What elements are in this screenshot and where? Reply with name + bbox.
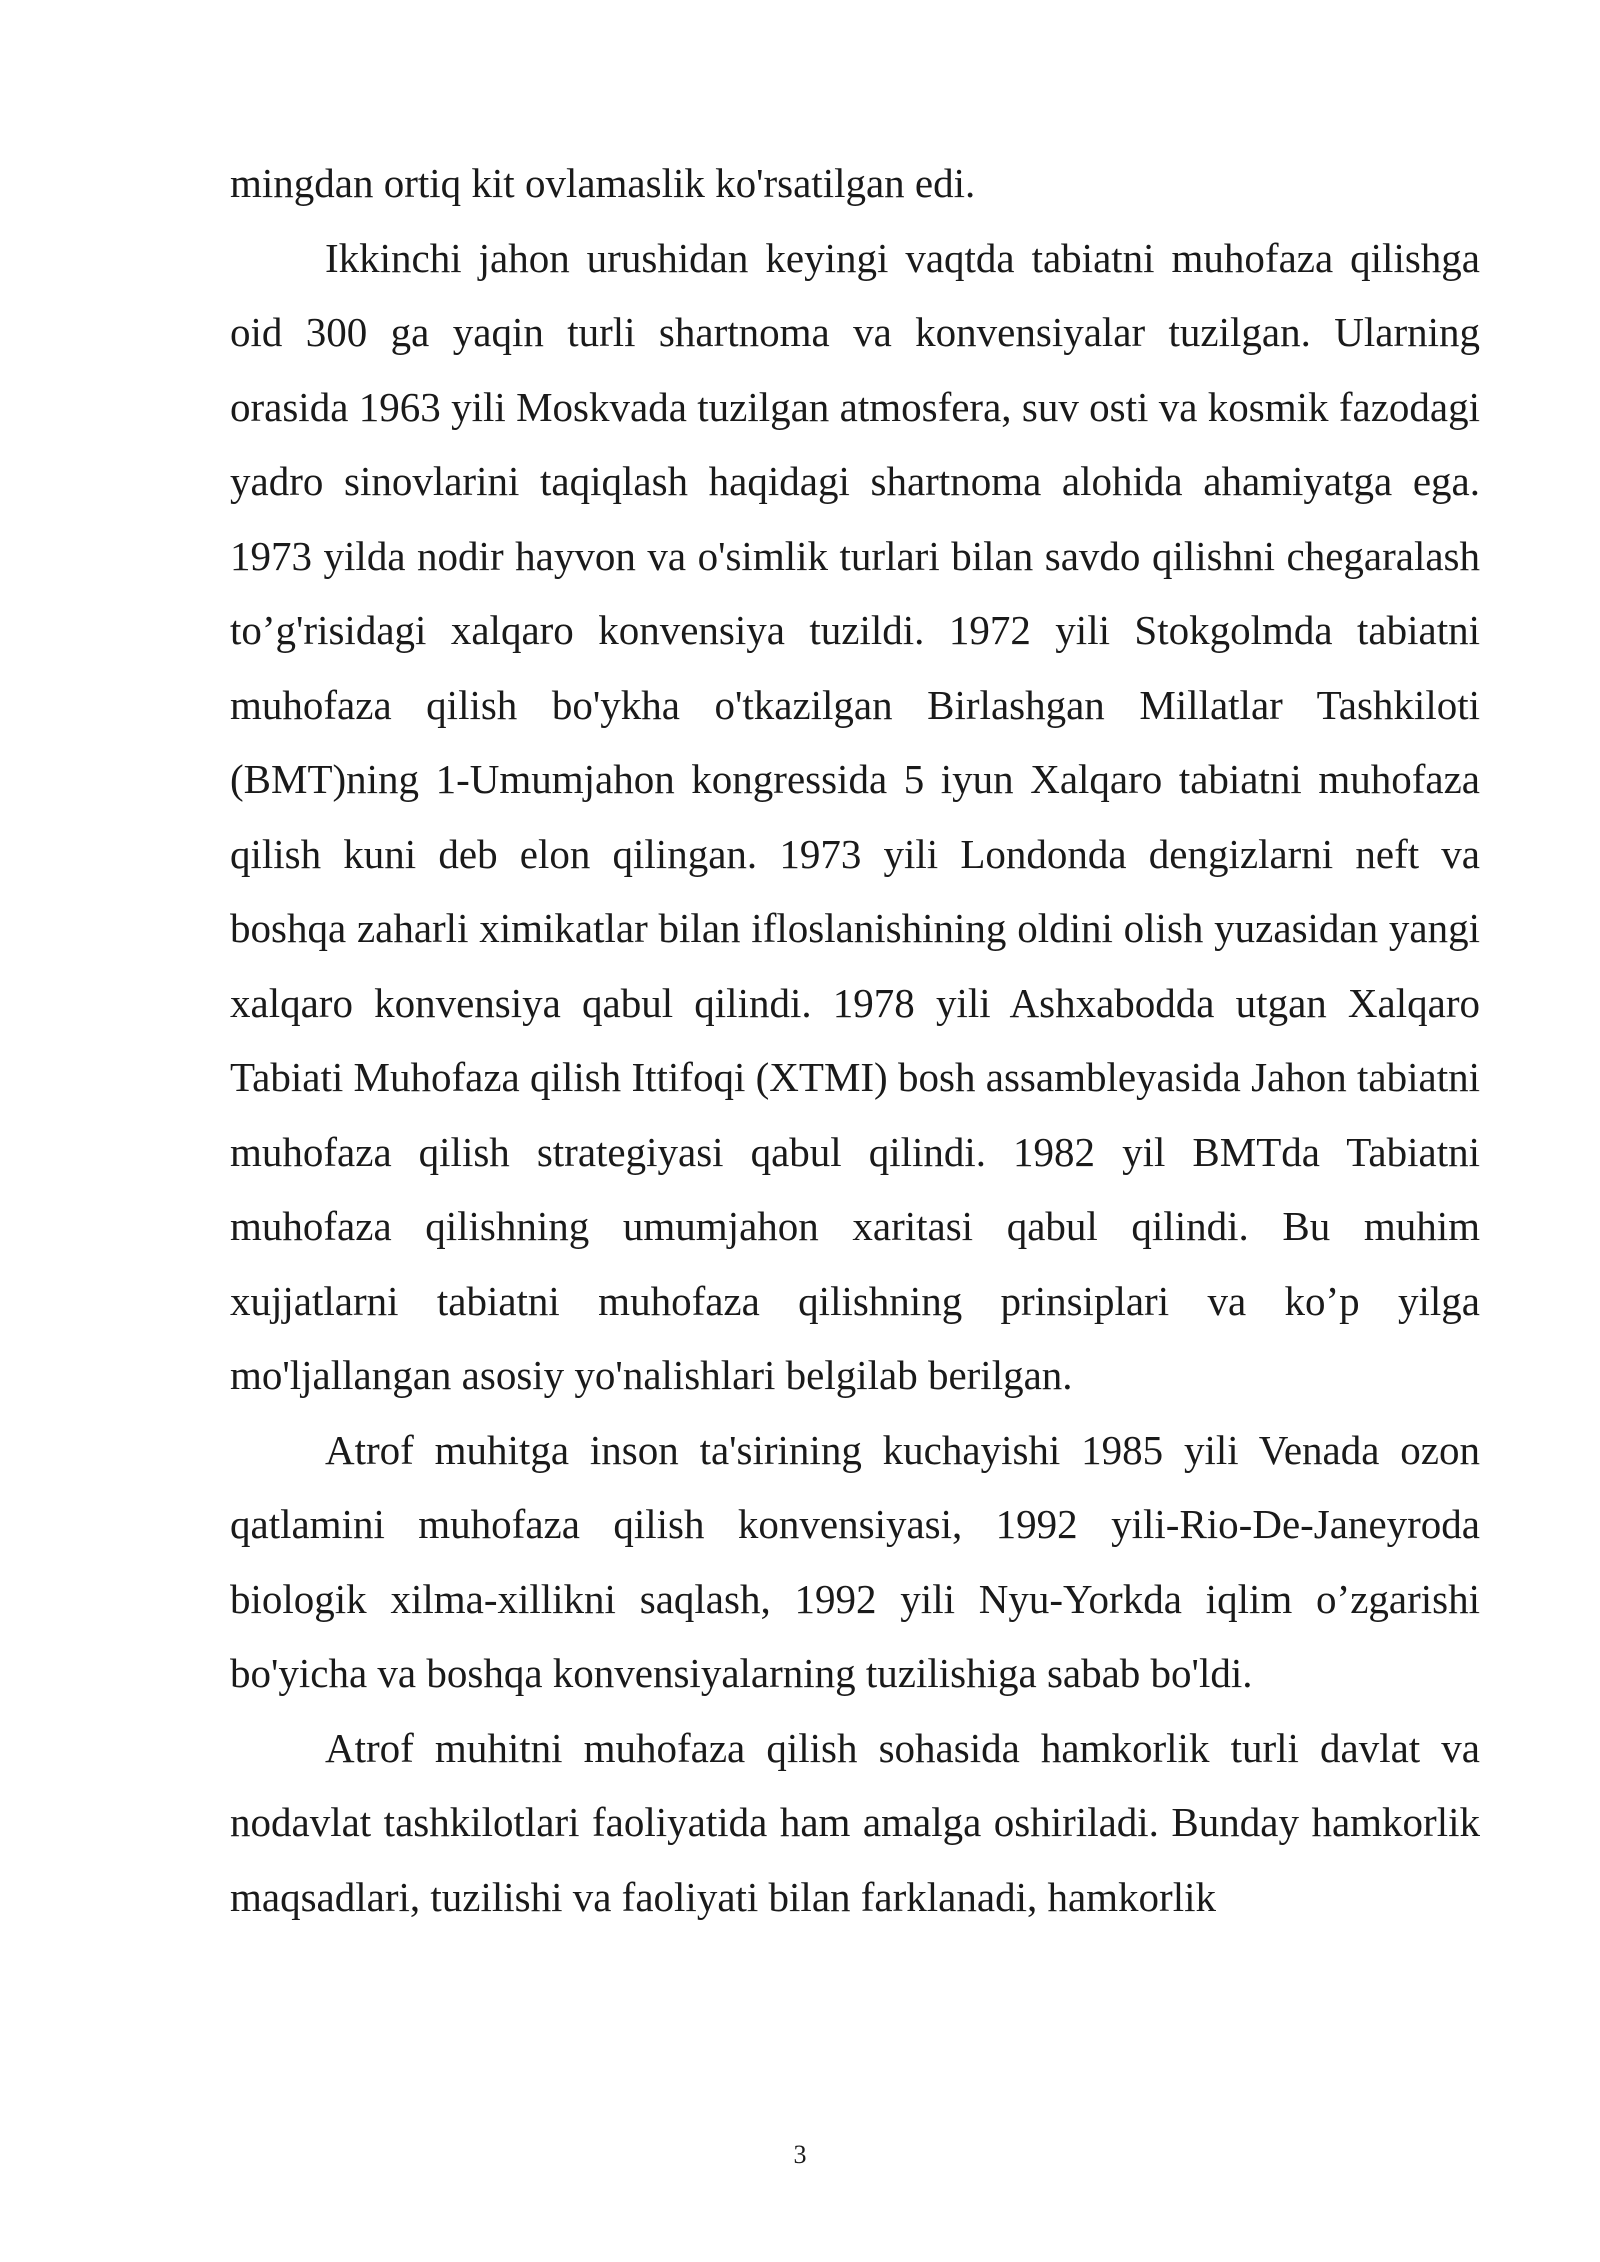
paragraph-international-treaties: Ikkinchi jahon urushidan keyingi vaqtda tabiatni muhofaza qilishga oid 300 ga yaqin turli shartnoma va konvensiyalar tuzilgan. Ularning orasida 1963 yili Moskvada tuzilgan atmosfera, suv osti va kosmik fazodagi yadro sinovlarini taqiqlash haqidagi shartnoma alohida ahamiyatga ega. 1973 yilda nodir hayvon va o'simlik turlari bilan savdo qilishni chegaralash to’g'risidagi xalqaro konvensiya tuzildi. 1972 yili Stokgolmda tabiatni muhofaza qilish bo'ykha o'tkazilgan Birlashgan Millatlar Tashkiloti (BMT)ning 1-Umumjahon kongressida 5 iyun Xalqaro tabiatni muhofaza qilish kuni deb elon qilingan. 1973 yili Londonda dengizlarni neft va boshqa zaharli ximikatlar bilan ifloslanishining oldini olish yuzasidan yangi xalqaro konvensiya qabul qilindi. 1978 yili Ashxabodda utgan Xalqaro Tabiati Muhofaza qilish Ittifoqi (XTMI) bosh assambleyasida Jahon tabiatni muhofaza qilish strategiyasi qabul qilindi. 1982 yil BMTda Tabiatni muhofaza qilishning umumjahon xaritasi qabul qilindi. Bu muhim xujjatlarni tabiatni muhofaza qilishning prinsiplari va ko’p yilga mo'ljallangan asosiy yo'nalishlari belgilab berilgan. — [230, 234, 1480, 1398]
paragraph-continuation: mingdan ortiq kit ovlamaslik ko'rsatilgan edi. — [230, 160, 976, 206]
page-number: 3 — [793, 2140, 807, 2169]
paragraph-cooperation: Atrof muhitni muhofaza qilish sohasida hamkorlik turli davlat va nodavlat tashkilotlari faoliyatida ham amalga oshiriladi. Bunday hamkorlik maqsadlari, tuzilishi va faoliyati bilan farklanadi, hamkorlik — [230, 1724, 1480, 1920]
document-body — [230, 146, 1480, 1934]
paragraph-human-impact-conventions: Atrof muhitga inson ta'sirining kuchayishi 1985 yili Venada ozon qatlamini muhofaza qilish konvensiyasi, 1992 yili-Rio-De-Janeyroda biologik xilma-xillikni saqlash, 1992 yili Nyu-Yorkda iqlim o’zgarishi bo'yicha va boshqa konvensiyalarning tuzilishiga sabab bo'ldi. — [230, 1426, 1480, 1696]
